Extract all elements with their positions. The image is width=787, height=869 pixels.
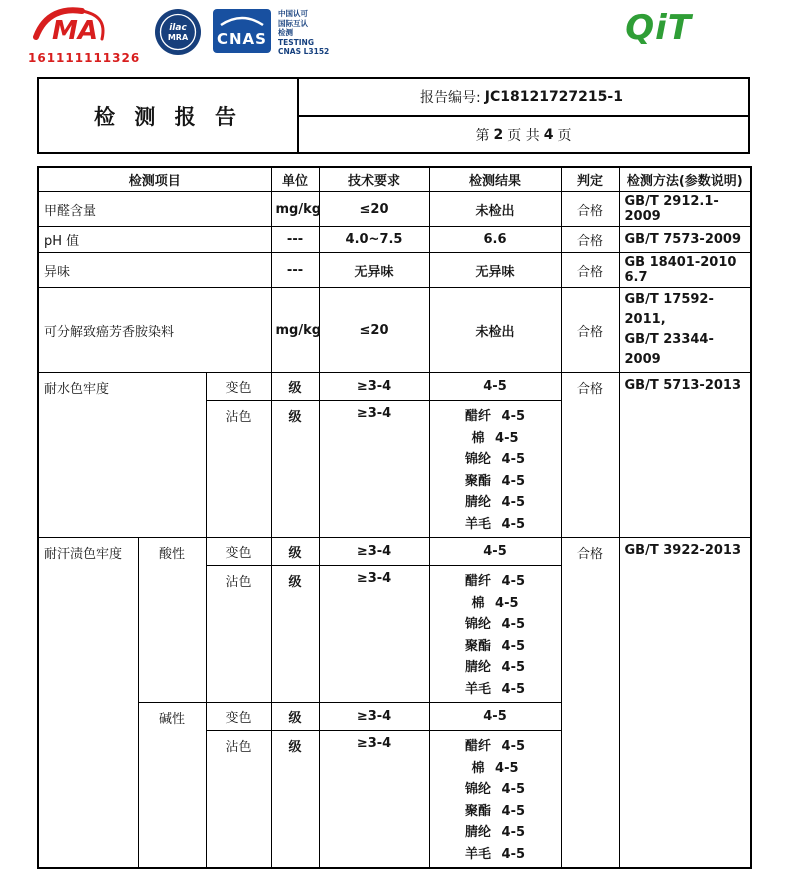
ph-method: GB/T 7573-2009 (619, 227, 751, 253)
stain-result-line: 聚酯 4-5 (465, 473, 526, 489)
column-header-requirement: 技术要求 (319, 167, 429, 192)
ilac-text: ilac (169, 23, 187, 33)
ph-item: pH 值 (38, 227, 271, 253)
cnas-accreditation-text (278, 9, 329, 57)
row-water-change (38, 373, 751, 401)
ph-result: 6.6 (429, 227, 561, 253)
sweat-alkali-change-result: 4-5 (429, 703, 561, 731)
stain-result-line: 羊毛 4-5 (465, 516, 526, 532)
amine-judgement: 合格 (561, 288, 619, 373)
page-suffix: 页 (557, 127, 572, 144)
formaldehyde-requirement: ≤20 (319, 192, 429, 227)
header-row (38, 167, 751, 192)
water-change-unit: 级 (271, 373, 319, 401)
ph-judgement: 合格 (561, 227, 619, 253)
report-title: 检 测 报 告 (39, 79, 299, 152)
title-block (37, 77, 750, 154)
ilac-mra-logo (154, 8, 202, 60)
amine-requirement: ≤20 (319, 288, 429, 373)
page-number-row (299, 117, 748, 152)
sweat-fastness-method: GB/T 3922-2013 (619, 538, 751, 869)
sweat-alkali-change-requirement: ≥3-4 (319, 703, 429, 731)
report-number-value: JC18121727215-1 (484, 89, 623, 105)
water-stain-unit: 级 (271, 401, 319, 538)
stain-result-line: 腈纶 4-5 (465, 825, 526, 840)
sweat-fastness-item: 耐汗渍色牢度 (38, 538, 138, 869)
water-stain-label: 沾色 (206, 401, 271, 538)
sweat-alkali-change-label: 变色 (206, 703, 271, 731)
sweat-acid-stain-label: 沾色 (206, 566, 271, 703)
water-fastness-judgement: 合格 (561, 373, 619, 538)
amine-unit: mg/kg (271, 288, 319, 373)
cnas-line-1: 中国认可 (278, 9, 308, 18)
sweat-acid-change-label: 变色 (206, 538, 271, 566)
cnas-line-3: 检测 (278, 28, 293, 37)
cnas-logo (212, 8, 272, 58)
water-change-requirement: ≥3-4 (319, 373, 429, 401)
cnas-line-5: CNAS L3152 (278, 47, 330, 56)
sweat-acid-change-requirement: ≥3-4 (319, 538, 429, 566)
page-prefix: 第 (475, 127, 490, 144)
amine-result: 未检出 (429, 288, 561, 373)
sweat-acid-change-result: 4-5 (429, 538, 561, 566)
odor-result: 无异味 (429, 253, 561, 288)
formaldehyde-method: GB/T 2912.1-2009 (619, 192, 751, 227)
water-stain-requirement: ≥3-4 (319, 401, 429, 538)
sweat-fastness-judgement: 合格 (561, 538, 619, 869)
stain-result-line: 锦纶 4-5 (465, 782, 526, 797)
amine-item: 可分解致癌芳香胺染料 (38, 288, 271, 373)
odor-judgement: 合格 (561, 253, 619, 288)
water-change-label: 变色 (206, 373, 271, 401)
formaldehyde-judgement: 合格 (561, 192, 619, 227)
row-sweat-acid-change (38, 538, 751, 566)
column-header-unit: 单位 (271, 167, 319, 192)
column-header-item: 检测项目 (38, 167, 271, 192)
stain-result-line: 羊毛 4-5 (465, 846, 526, 862)
cnas-line-4: TESTING (278, 37, 314, 47)
amine-method (619, 288, 751, 373)
column-header-result: 检测结果 (429, 167, 561, 192)
formaldehyde-item: 甲醛含量 (38, 192, 271, 227)
stain-result-line: 锦纶 4-5 (465, 617, 526, 632)
stain-result-line: 醋纤 4-5 (465, 409, 526, 424)
row-amine (38, 288, 751, 373)
formaldehyde-unit: mg/kg (271, 192, 319, 227)
row-odor (38, 253, 751, 288)
row-formaldehyde (38, 192, 751, 227)
mra-text: MRA (167, 33, 189, 42)
ilac-mra-icon (154, 8, 202, 56)
stain-result-line: 腈纶 4-5 (465, 495, 526, 510)
odor-requirement: 无异味 (319, 253, 429, 288)
logo-row (0, 6, 787, 72)
sweat-alkali-stain-results (429, 731, 561, 869)
stain-result-line: 腈纶 4-5 (465, 660, 526, 675)
sweat-acid-change-unit: 级 (271, 538, 319, 566)
formaldehyde-result: 未检出 (429, 192, 561, 227)
cma-letters: MA (52, 16, 98, 46)
cnas-letters: CNAS (217, 30, 267, 48)
sweat-alkali-stain-requirement: ≥3-4 (319, 731, 429, 869)
stain-result-line: 棉 4-5 (471, 760, 519, 776)
sweat-acid-label: 酸性 (138, 538, 206, 703)
sweat-alkali-change-unit: 级 (271, 703, 319, 731)
cnas-line-2: 国际互认 (278, 18, 308, 28)
odor-item: 异味 (38, 253, 271, 288)
stain-result-line: 棉 4-5 (471, 595, 519, 611)
stain-result-line: 醋纤 4-5 (465, 574, 526, 589)
stain-result-line: 聚酯 4-5 (465, 803, 526, 819)
stain-result-line: 醋纤 4-5 (465, 739, 526, 754)
sweat-acid-stain-requirement: ≥3-4 (319, 566, 429, 703)
stain-result-line: 聚酯 4-5 (465, 638, 526, 654)
sweat-alkali-stain-unit: 级 (271, 731, 319, 869)
page-total: 4 (543, 126, 554, 143)
results-table (37, 166, 752, 869)
page-current: 2 (493, 126, 504, 143)
stain-result-line: 羊毛 4-5 (465, 681, 526, 697)
odor-method: GB 18401-2010 6.7 (619, 253, 751, 288)
sweat-acid-stain-results (429, 566, 561, 703)
water-stain-results (429, 401, 561, 538)
sweat-alkali-label: 碱性 (138, 703, 206, 869)
title-right (299, 79, 748, 152)
report-number-row (299, 79, 748, 117)
page-middle: 页 共 (507, 127, 540, 144)
water-fastness-method: GB/T 5713-2013 (619, 373, 751, 538)
water-change-result: 4-5 (429, 373, 561, 401)
ph-requirement: 4.0~7.5 (319, 227, 429, 253)
cma-logo (28, 6, 141, 65)
stain-result-line: 锦纶 4-5 (465, 452, 526, 467)
qit-logo: QiT (625, 8, 692, 48)
sweat-alkali-stain-label: 沾色 (206, 731, 271, 869)
stain-result-line: 棉 4-5 (471, 430, 519, 446)
column-header-judgement: 判定 (561, 167, 619, 192)
report-number-label: 报告编号: (420, 90, 481, 106)
amine-method-line2: GB/T 23344-2009 (624, 332, 714, 367)
amine-method-line1: GB/T 17592-2011, (624, 292, 714, 327)
sweat-acid-stain-unit: 级 (271, 566, 319, 703)
cnas-icon (212, 8, 272, 54)
column-header-method: 检测方法(参数说明) (619, 167, 751, 192)
cma-number: 161111111326 (28, 51, 141, 65)
odor-unit: --- (271, 253, 319, 288)
ph-unit: --- (271, 227, 319, 253)
cma-icon (28, 6, 116, 46)
water-fastness-item: 耐水色牢度 (38, 373, 206, 538)
row-ph (38, 227, 751, 253)
